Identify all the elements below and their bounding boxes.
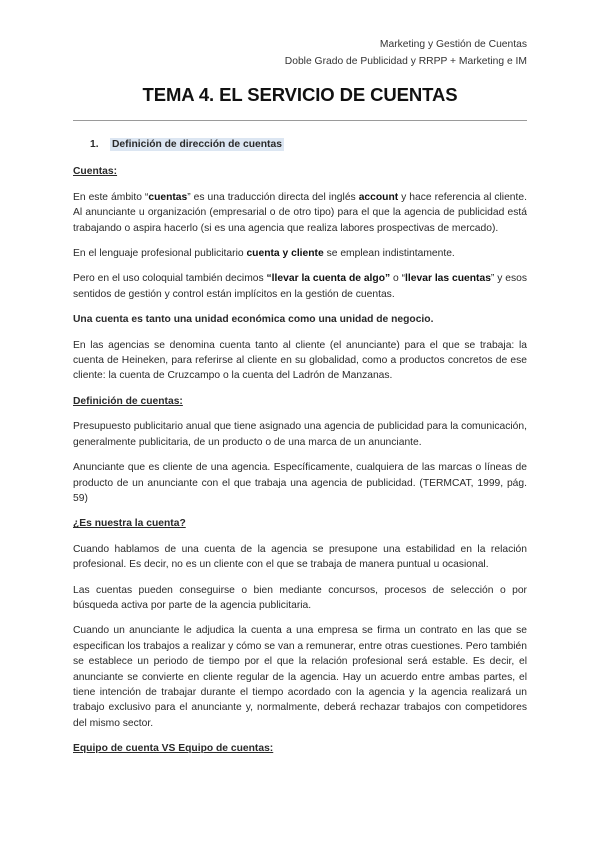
paragraph: Cuando un anunciante le adjudica la cuenta a una empresa se firma un contrato en las que se especifican los trabajos a realizar y cómo se van a remunerar, entre otras cuestiones. Pero también se establece un periodo de tiempo por el que la relación profesional será estable. Es decir, el anunciante se convierte en cliente regular de la agencia. Hay un acuerdo entre ambas partes, el tiene intención de trabajar durante el tiempo acordado con la agencia y la agencia realizará un trabajo exclusivo para el anunciante y, normalmente, deberá rechazar trabajos con competidores del mismo sector. [73, 625, 527, 729]
header-degree: Doble Grado de Publicidad y RRPP + Marketing e IM [284, 56, 527, 67]
key-statement: Una cuenta es tanto una unidad económica como una unidad de negocio. [73, 314, 434, 326]
title-divider [73, 120, 527, 121]
document-body [73, 137, 527, 767]
page-title: TEMA 4. EL SERVICIO DE CUENTAS [142, 84, 458, 105]
paragraph: En el lenguaje profesional publicitario cuenta y cliente se emplean indistintamente. [73, 248, 455, 260]
paragraph: En este ámbito “cuentas” es una traducción directa del inglés account y hace referencia al cliente. Al anunciante u organización (empresarial o de otro tipo) para el que la agencia de publicidad está trabajando o aspira hacerlo (si es una agencia que realiza labores prospectivas de mercado). [73, 191, 527, 234]
subheading-nuestra-cuenta: ¿Es nuestra la cuenta? [73, 518, 186, 530]
paragraph: Las cuentas pueden conseguirse o bien mediante concursos, procesos de selección o por búsqueda activa por parte de la agencia publicitaria. [73, 584, 527, 611]
subheading-cuentas: Cuentas: [73, 166, 118, 178]
paragraph: Presupuesto publicitario anual que tiene asignado una agencia de publicidad para la comunicación, generalmente publicitaria, de un producto o de una marca de un anunciante. [73, 421, 527, 448]
header-course: Marketing y Gestión de Cuentas [379, 39, 527, 50]
paragraph: Anunciante que es cliente de una agencia. Específicamente, cualquiera de las marcas o líneas de producto de un anunciante con el que trabaja una agencia de publicidad. (TERMCAT, 1999, pág. 59) [73, 462, 527, 504]
paragraph: Pero en el uso coloquial también decimos “llevar la cuenta de algo” o “llevar las cuentas” y esos sentidos de gestión y control están implícitos en la gestión de cuentas. [73, 273, 527, 300]
subheading-definicion: Definición de cuentas: [73, 395, 183, 407]
section-number: 1. [90, 139, 99, 150]
subheading-equipo: Equipo de cuenta VS Equipo de cuentas: [73, 743, 274, 755]
section-title: Definición de dirección de cuentas [112, 139, 282, 150]
section-heading [73, 137, 527, 152]
paragraph: En las agencias se denomina cuenta tanto al cliente (el anunciante) para el que se trabaja: la cuenta de Heineken, para referirse al cliente en su globalidad, como a productos concretos de ese cliente: la cuenta de Cruzcampo o la cuenta del Ladrón de Manzanas. [73, 339, 527, 382]
paragraph: Cuando hablamos de una cuenta de la agencia se presupone una estabilidad en la relación profesional. Es decir, no es un cliente con el que se trabaja de manera puntual u ocasional. [73, 543, 527, 571]
page-header [285, 36, 527, 70]
